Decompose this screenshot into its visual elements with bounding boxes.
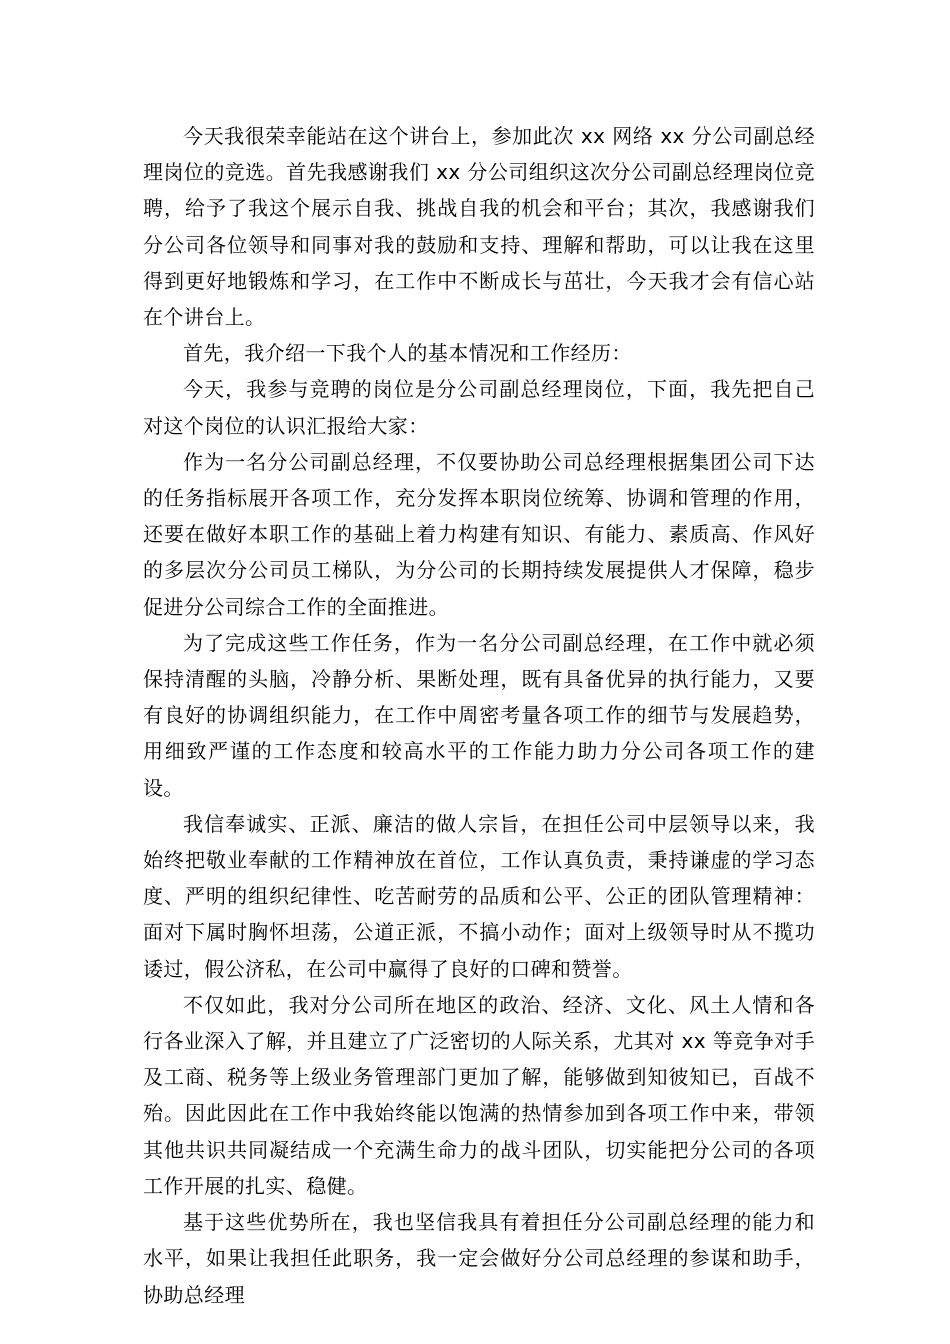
paragraph-requirements: 为了完成这些工作任务，作为一名分公司副总经理，在工作中就必须保持清醒的头脑，冷静分析、果断处理，既有具备优异的执行能力，又要有良好的协调组织能力，在工作中周密考量各项工作的细节与发展趋势，用细致严谨的工作态度和较高水平的工作能力助力分公司各项工作的建设。	[143, 630, 815, 800]
paragraph-position: 今天，我参与竞聘的岗位是分公司副总经理岗位，下面，我先把自己对这个岗位的认识汇报给大家：	[143, 377, 815, 438]
paragraph-role-duties: 作为一名分公司副总经理，不仅要协助公司总经理根据集团公司下达的任务指标展开各项工作，充分发挥本职岗位统筹、协调和管理的作用，还要在做好本职工作的基础上着力构建有知识、有能力、素质高、作风好的多层次分公司员工梯队，为分公司的长期持续发展提供人才保障，稳步促进分公司综合工作的全面推进。	[143, 449, 815, 619]
paragraph-principles: 我信奉诚实、正派、廉洁的做人宗旨，在担任公司中层领导以来，我始终把敬业奉献的工作精神放在首位，工作认真负责，秉持谦虚的学习态度、严明的组织纪律性、吃苦耐劳的品质和公平、公正的团队管理精神：面对下属时胸怀坦荡，公道正派，不搞小动作；面对上级领导时从不揽功诿过，假公济私，在公司中赢得了良好的口碑和赞誉。	[143, 811, 815, 981]
paragraph-intro: 今天我很荣幸能站在这个讲台上，参加此次 xx 网络 xx 分公司副总经理岗位的竞选。首先我感谢我们 xx 分公司组织这次分公司副总经理岗位竞聘，给予了我这个展示自我、挑战自我的机会和平台；其次，我感谢我们分公司各位领导和同事对我的鼓励和支持、理解和帮助，可以让我在这里得到更好地锻炼和学习，在工作中不断成长与茁壮，今天我才会有信心站在个讲台上。	[143, 124, 815, 330]
paragraph-advantages: 不仅如此，我对分公司所在地区的政治、经济、文化、风土人情和各行各业深入了解，并且建立了广泛密切的人际关系，尤其对 xx 等竞争对手及工商、税务等上级业务管理部门更加了解，能够做到知彼知已，百战不殆。因此因此在工作中我始终能以饱满的热情参加到各项工作中来，带领其他共识共同凝结成一个充满生命力的战斗团队，切实能把分公司的各项工作开展的扎实、稳健。	[143, 992, 815, 1198]
paragraph-commitment: 基于这些优势所在，我也坚信我具有着担任分公司副总经理的能力和水平，如果让我担任此职务，我一定会做好分公司总经理的参谋和助手，协助总经理	[143, 1210, 815, 1307]
paragraph-background: 首先，我介绍一下我个人的基本情况和工作经历：	[183, 341, 632, 366]
document-body	[143, 118, 815, 1313]
